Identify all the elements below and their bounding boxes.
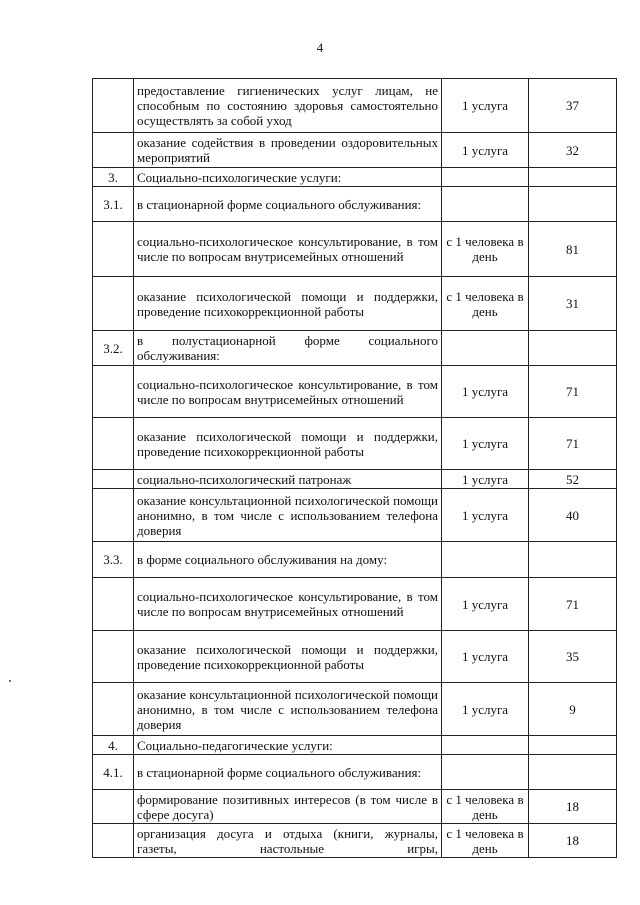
table-row xyxy=(93,489,617,542)
unit-cell: 1 услуга xyxy=(442,133,529,168)
section-title-cell: Социально-педагогические услуги: xyxy=(134,736,442,755)
table-row xyxy=(93,824,617,858)
services-tariff-table xyxy=(92,78,617,858)
price-cell: 37 xyxy=(529,79,617,133)
price-cell: 31 xyxy=(529,277,617,331)
subsection-heading-row xyxy=(93,331,617,366)
price-cell: 40 xyxy=(529,489,617,542)
subsection-title-cell: в полустационарной форме социального обслуживания: xyxy=(134,331,442,366)
unit-cell xyxy=(442,736,529,755)
table-row xyxy=(93,222,617,277)
table-row xyxy=(93,631,617,683)
service-name-cell: оказание психологической помощи и поддержки, проведение психокоррекционной работы xyxy=(134,631,442,683)
row-number-cell xyxy=(93,366,134,418)
price-cell xyxy=(529,168,617,187)
subsection-title-cell: в стационарной форме социального обслуживания: xyxy=(134,755,442,790)
row-number-cell xyxy=(93,631,134,683)
service-name-cell: оказание консультационной психологической помощи анонимно, в том числе с использованием телефона доверия xyxy=(134,489,442,542)
section-number-cell: 3. xyxy=(93,168,134,187)
subsection-heading-row xyxy=(93,542,617,578)
price-cell xyxy=(529,736,617,755)
unit-cell xyxy=(442,331,529,366)
unit-cell xyxy=(442,187,529,222)
price-cell: 71 xyxy=(529,578,617,631)
table-row xyxy=(93,470,617,489)
table-row xyxy=(93,79,617,133)
service-name-cell: оказание психологической помощи и поддержки, проведение психокоррекционной работы xyxy=(134,277,442,331)
section-number-cell: 3.2. xyxy=(93,331,134,366)
section-heading-row xyxy=(93,168,617,187)
price-cell xyxy=(529,187,617,222)
row-number-cell xyxy=(93,418,134,470)
unit-cell: 1 услуга xyxy=(442,470,529,489)
price-cell: 71 xyxy=(529,418,617,470)
price-cell: 18 xyxy=(529,790,617,824)
table-row xyxy=(93,277,617,331)
section-number-cell: 4.1. xyxy=(93,755,134,790)
row-number-cell xyxy=(93,277,134,331)
row-number-cell xyxy=(93,489,134,542)
section-title-cell: Социально-психологические услуги: xyxy=(134,168,442,187)
table-row xyxy=(93,578,617,631)
unit-cell: 1 услуга xyxy=(442,366,529,418)
scan-speck xyxy=(9,680,11,682)
service-name-cell: оказание психологической помощи и поддержки, проведение психокоррекционной работы xyxy=(134,418,442,470)
price-cell xyxy=(529,331,617,366)
price-cell: 32 xyxy=(529,133,617,168)
table-row xyxy=(93,418,617,470)
section-heading-row xyxy=(93,736,617,755)
page-number: 4 xyxy=(316,40,324,55)
unit-cell: 1 услуга xyxy=(442,631,529,683)
unit-cell: 1 услуга xyxy=(442,578,529,631)
service-name-cell: предоставление гигиенических услуг лицам, не способным по состоянию здоровья самостоятельно осуществлять за собой уход xyxy=(134,79,442,133)
unit-cell: 1 услуга xyxy=(442,683,529,736)
service-name-cell: социально-психологическое консультирование, в том числе по вопросам внутрисемейных отношений xyxy=(134,578,442,631)
table-row xyxy=(93,366,617,418)
price-cell: 35 xyxy=(529,631,617,683)
unit-cell xyxy=(442,168,529,187)
unit-cell: 1 услуга xyxy=(442,79,529,133)
service-name-cell: социально-психологический патронаж xyxy=(134,470,442,489)
subsection-title-cell: в форме социального обслуживания на дому: xyxy=(134,542,442,578)
section-number-cell: 3.1. xyxy=(93,187,134,222)
row-number-cell xyxy=(93,222,134,277)
section-number-cell: 4. xyxy=(93,736,134,755)
service-name-cell: формирование позитивных интересов (в том числе в сфере досуга) xyxy=(134,790,442,824)
unit-cell: с 1 человека в день xyxy=(442,277,529,331)
price-cell xyxy=(529,542,617,578)
section-number-cell: 3.3. xyxy=(93,542,134,578)
table-row xyxy=(93,790,617,824)
row-number-cell xyxy=(93,470,134,489)
table-row xyxy=(93,683,617,736)
row-number-cell xyxy=(93,578,134,631)
row-number-cell xyxy=(93,824,134,858)
unit-cell xyxy=(442,542,529,578)
unit-cell: с 1 человека в день xyxy=(442,824,529,858)
service-name-cell: социально-психологическое консультирование, в том числе по вопросам внутрисемейных отношений xyxy=(134,222,442,277)
subsection-heading-row xyxy=(93,755,617,790)
unit-cell xyxy=(442,755,529,790)
row-number-cell xyxy=(93,133,134,168)
unit-cell: 1 услуга xyxy=(442,489,529,542)
price-cell: 81 xyxy=(529,222,617,277)
subsection-heading-row xyxy=(93,187,617,222)
price-cell xyxy=(529,755,617,790)
price-cell: 71 xyxy=(529,366,617,418)
unit-cell: с 1 человека в день xyxy=(442,222,529,277)
service-name-cell: оказание содействия в проведении оздоровительных мероприятий xyxy=(134,133,442,168)
row-number-cell xyxy=(93,790,134,824)
subsection-title-cell: в стационарной форме социального обслуживания: xyxy=(134,187,442,222)
service-name-cell: организация досуга и отдыха (книги, журналы, газеты, настольные игры, xyxy=(134,824,442,858)
unit-cell: с 1 человека в день xyxy=(442,790,529,824)
service-name-cell: социально-психологическое консультирование, в том числе по вопросам внутрисемейных отношений xyxy=(134,366,442,418)
service-name-cell: оказание консультационной психологической помощи анонимно, в том числе с использованием телефона доверия xyxy=(134,683,442,736)
price-cell: 9 xyxy=(529,683,617,736)
price-cell: 52 xyxy=(529,470,617,489)
price-cell: 18 xyxy=(529,824,617,858)
row-number-cell xyxy=(93,79,134,133)
unit-cell: 1 услуга xyxy=(442,418,529,470)
table-row xyxy=(93,133,617,168)
row-number-cell xyxy=(93,683,134,736)
